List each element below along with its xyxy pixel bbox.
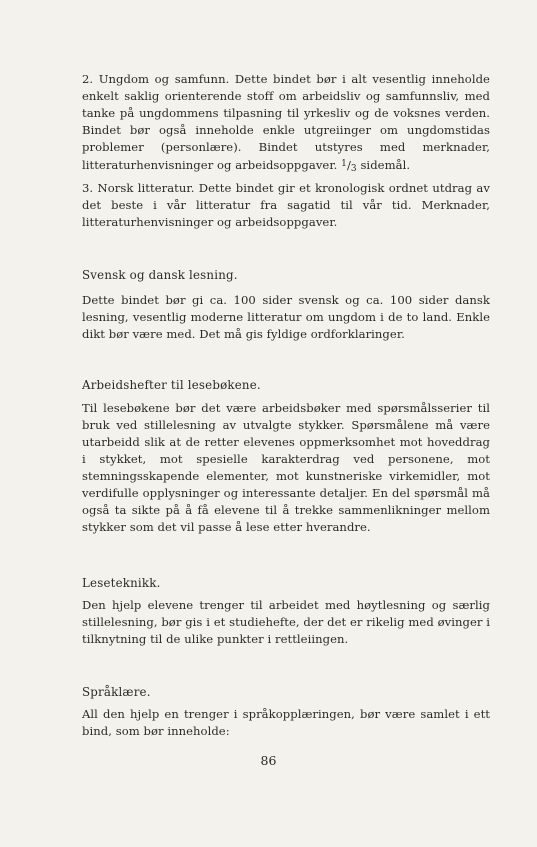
section-svensk-dansk-body [82, 292, 490, 343]
item-ungdom-og-samfunn [82, 71, 490, 178]
item-size-tail: sidemål. [360, 158, 411, 172]
item-paragraph: 2. Ungdom og samfunn. Dette bindet bør i alt vesentlig inneholde enkelt saklig orienterende stoff om arbeidsliv og samfunnsliv, med tanke på ungdommens tilpasning til yrkesliv og de voksnes verden. Bindet bør også inneholde enkle utgreiinger om ungdomstidas problemer (personlære). Bindet utstyres med merknader, litteraturhenvisninger og arbeidsoppgaver. $^1$/3 sidemål. [82, 72, 490, 174]
section-arbeidshefter [82, 377, 490, 394]
section-title: Språklære. [82, 685, 151, 699]
section-body: Dette bindet bør gi ca. 100 sider svensk og ca. 100 sider dansk lesning, vesentlig moderne litteratur om ungdom i de to land. Enkle dikt bør være med. Det må gis fyldige ordforklaringer. [82, 293, 490, 341]
section-body: Til lesebøkene bør det være arbeidsbøker med spørsmålsserier til bruk ved stillelesning av utvalgte stykker. Spørsmålene må være utarbeidd slik at de retter elevenes oppmerksomhet mot hoveddrag i stykket, mot spesielle karakterdrag ved personene, mot stemningsskapende elementer, mot kunstneriske virkemidler, mot verdifulle opplysninger og interessante detaljer. En del spørsmål må også ta sikte på å få elevene til å trekke sammenlikninger mellom stykker som det vil passe å lese etter hverandre. [82, 401, 490, 534]
item-label: 3. Norsk litteratur. [82, 181, 195, 195]
section-leseteknikk-body [82, 597, 490, 648]
fraction-numerator: 1 [341, 159, 347, 169]
section-title: Leseteknikk. [82, 576, 161, 590]
page-number: 86 [260, 753, 277, 768]
section-svensk-dansk [82, 267, 490, 284]
section-spraklaere-body [82, 706, 490, 740]
section-body: Den hjelp elevene trenger til arbeidet med høytlesning og særlig stillelesning, bør gis i et studiehefte, der det er rikelig med øvinger i tilknytning til de ulike punkter i rettleiingen. [82, 598, 490, 646]
item-norsk-litteratur [82, 180, 490, 231]
section-spraklaere [82, 684, 490, 701]
item-label: 2. Ungdom og samfunn. [82, 72, 230, 86]
section-body: All den hjelp en trenger i språkopplæringen, bør være samlet i ett bind, som bør inneholde: [82, 707, 490, 738]
item-body: Dette bindet gir et kronologisk ordnet utdrag av det beste i vår litteratur fra sagatid til vår tid. Merknader, litteraturhenvisninger og arbeidsoppgaver. [82, 181, 490, 229]
fraction-denominator: 3 [350, 164, 357, 174]
section-title: Arbeidshefter til lesebøkene. [82, 378, 261, 392]
section-title: Svensk og dansk lesning. [82, 268, 238, 282]
item-paragraph [82, 180, 490, 231]
item-body: Dette bindet bør i alt vesentlig inneholde enkelt saklig orienterende stoff om arbeidsliv og samfunnsliv, med tanke på ungdommens tilpasning til yrkesliv og de voksnes verden. Bindet bør også inneholde enkle utgreiinger om ungdomstidas problemer (personlære). Bindet utstyres med merknader, litteraturhenvisninger og arbeidsoppgaver. [82, 72, 490, 172]
section-arbeidshefter-body [82, 400, 490, 536]
section-leseteknikk [82, 575, 490, 592]
